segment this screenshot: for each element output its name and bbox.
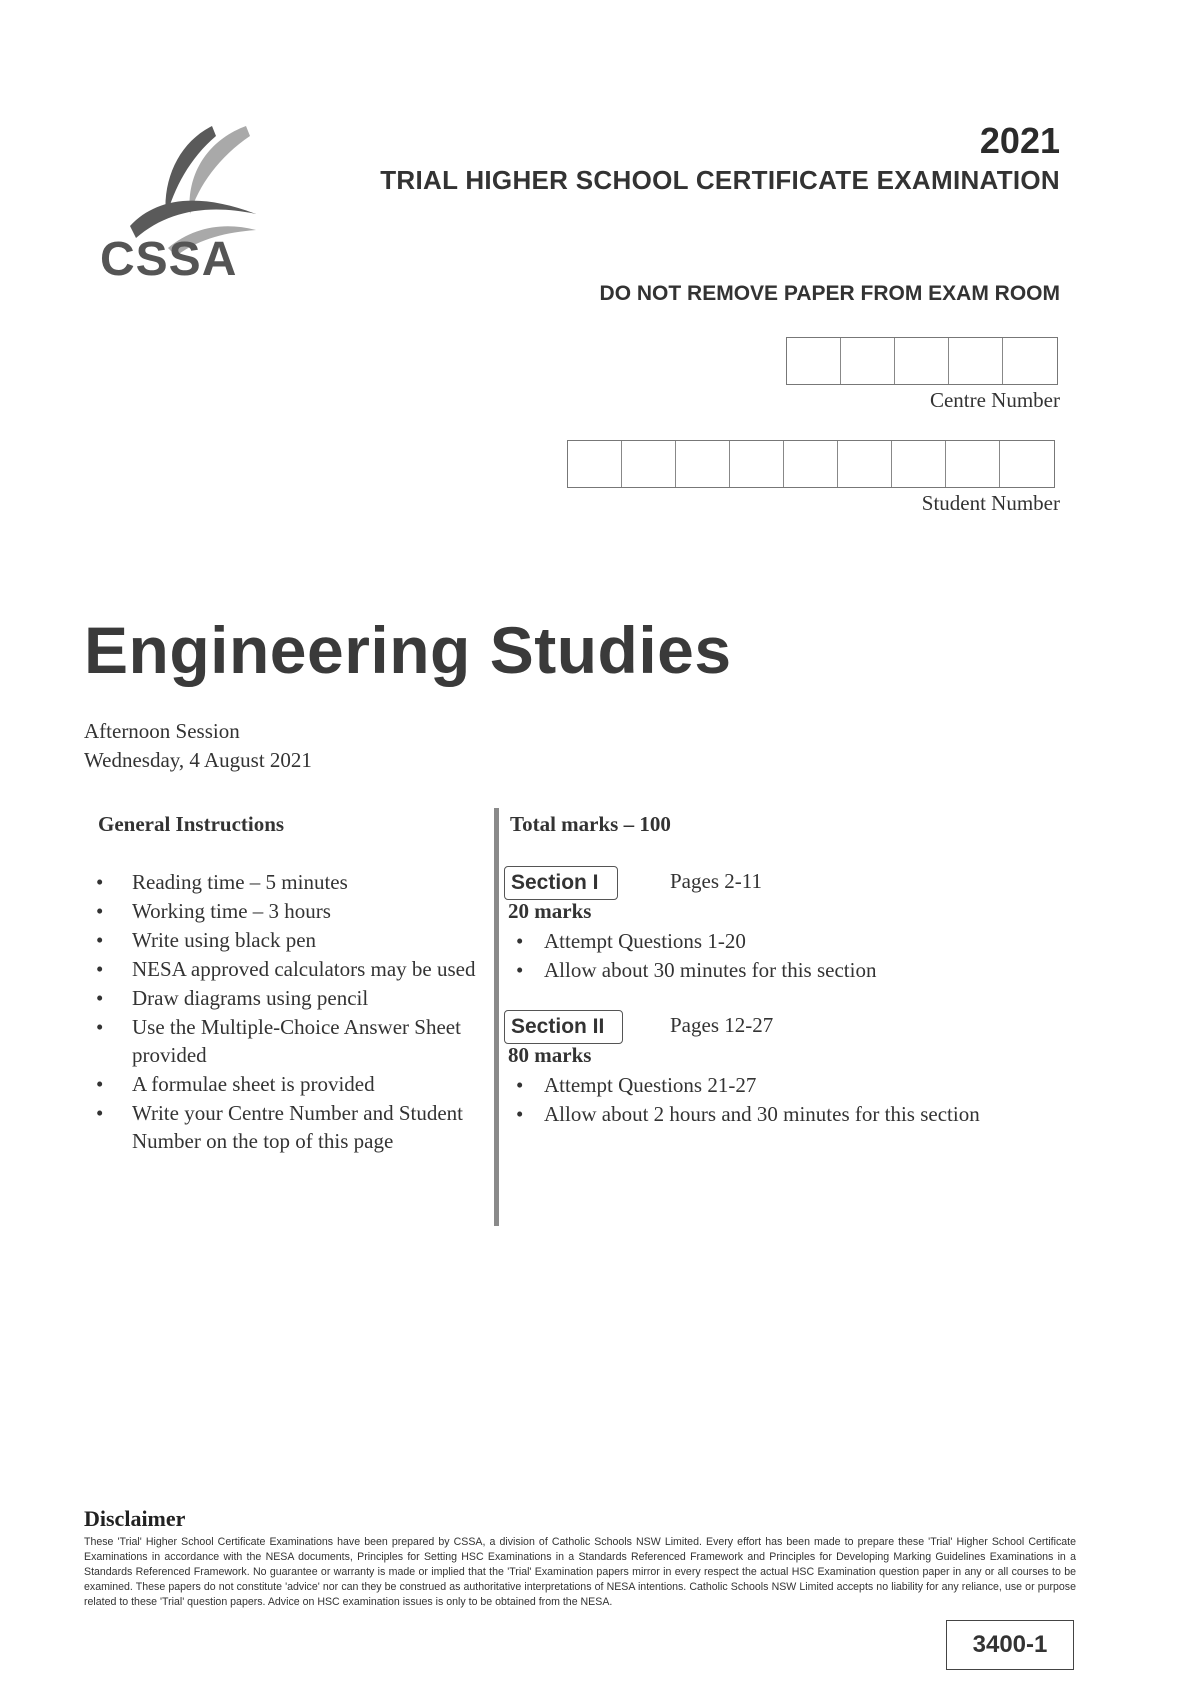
bullet-icon: • [96, 870, 104, 894]
list-item [508, 1100, 1068, 1129]
list-item [90, 984, 490, 1012]
centre-number-label: Centre Number [929, 388, 1060, 412]
student-number-cell[interactable] [730, 441, 784, 487]
list-item [90, 955, 490, 983]
bullet-icon: • [516, 1102, 524, 1126]
instruction-text: Use the Multiple-Choice Answer Sheet provided [132, 1015, 461, 1067]
bullet-icon: • [96, 1101, 104, 1125]
list-item [90, 1099, 490, 1155]
section-instruction: Allow about 30 minutes for this section [544, 958, 877, 982]
instruction-text: Write using black pen [132, 928, 317, 952]
exam-title: TRIAL HIGHER SCHOOL CERTIFICATE EXAMINATION [380, 165, 1060, 195]
section-instruction: Attempt Questions 1-20 [544, 929, 746, 953]
disclaimer-text: These 'Trial' Higher School Certificate Examinations have been prepared by CSSA, a division of Catholic Schools NSW Limited. Every effort has been made to prepare these 'Trial' Higher School Certificate Examinations in accordance with the NESA documents, Principles for Setting HSC Examinations in a Standards Referenced Framework and Principles for Developing Marking Guidelines Examinations in a Standards Referenced Framework. No guarantee or warranty is made or implied that the 'Trial' Examination papers mirror in every respect the actual HSC Examination question paper in any or all courses to be examined. These papers do not constitute 'advice' nor can they be construed as authoritative interpretations of NESA intentions. Catholic Schools NSW Limited accepts no liability for any reliance, use or purpose related to these 'Trial' question papers. Advice on HSC examination issues is only to be obtained from the NESA. [84, 1536, 1076, 1608]
instructions-heading: General Instructions [98, 812, 285, 836]
logo-text: CSSA [100, 233, 238, 286]
bullet-icon: • [96, 928, 104, 952]
instructions-list [90, 868, 490, 1156]
student-number-boxes[interactable] [567, 440, 1055, 488]
section-2-marks: 80 marks [508, 1043, 592, 1067]
section-2-list [508, 1071, 1068, 1129]
student-number-cell[interactable] [1000, 441, 1054, 487]
session-label: Afternoon Session [84, 719, 240, 743]
bullet-icon: • [516, 958, 524, 982]
paper-code: 3400-1 [946, 1620, 1074, 1670]
instruction-text: Reading time – 5 minutes [132, 870, 348, 894]
section-1-pages: Pages 2-11 [670, 869, 762, 893]
section-1-list [508, 927, 1068, 985]
centre-number-cell[interactable] [1003, 338, 1057, 384]
student-number-cell[interactable] [622, 441, 676, 487]
centre-number-cell[interactable] [949, 338, 1003, 384]
list-item [508, 927, 1068, 956]
instruction-text: A formulae sheet is provided [132, 1072, 375, 1096]
section-1-label: Section I [504, 866, 618, 900]
bullet-icon: • [96, 986, 104, 1010]
list-item [508, 956, 1068, 985]
section-instruction: Allow about 2 hours and 30 minutes for this section [544, 1102, 980, 1126]
bullet-icon: • [96, 1015, 104, 1039]
bullet-icon: • [96, 1072, 104, 1096]
instruction-text: Write your Centre Number and Student Number on the top of this page [132, 1101, 463, 1153]
list-item [90, 926, 490, 954]
section-instruction: Attempt Questions 21-27 [544, 1073, 757, 1097]
student-number-cell[interactable] [946, 441, 1000, 487]
exam-year: 2021 [979, 120, 1060, 161]
bullet-icon: • [96, 957, 104, 981]
student-number-cell[interactable] [676, 441, 730, 487]
disclaimer-heading: Disclaimer [84, 1506, 186, 1531]
total-marks: Total marks – 100 [510, 812, 671, 836]
centre-number-boxes[interactable] [786, 337, 1058, 385]
centre-number-cell[interactable] [895, 338, 949, 384]
column-divider [494, 808, 499, 1226]
bullet-icon: • [516, 1073, 524, 1097]
centre-number-cell[interactable] [841, 338, 895, 384]
centre-number-cell[interactable] [787, 338, 841, 384]
subject-title: Engineering Studies [84, 613, 732, 687]
student-number-label: Student Number [921, 491, 1060, 515]
section-2-label: Section II [504, 1010, 623, 1044]
instruction-text: Draw diagrams using pencil [132, 986, 369, 1010]
student-number-cell[interactable] [784, 441, 838, 487]
bullet-icon: • [516, 929, 524, 953]
instruction-text: Working time – 3 hours [132, 899, 331, 923]
exam-date: Wednesday, 4 August 2021 [84, 748, 312, 772]
instruction-text: NESA approved calculators may be used [132, 957, 476, 981]
list-item [90, 868, 490, 896]
student-number-cell[interactable] [568, 441, 622, 487]
bullet-icon: • [96, 899, 104, 923]
list-item [508, 1071, 1068, 1100]
section-2-pages: Pages 12-27 [670, 1013, 774, 1037]
list-item [90, 1013, 490, 1069]
list-item [90, 1070, 490, 1098]
list-item [90, 897, 490, 925]
section-1-marks: 20 marks [508, 899, 592, 923]
exam-notice: DO NOT REMOVE PAPER FROM EXAM ROOM [599, 282, 1060, 305]
student-number-cell[interactable] [838, 441, 892, 487]
student-number-cell[interactable] [892, 441, 946, 487]
